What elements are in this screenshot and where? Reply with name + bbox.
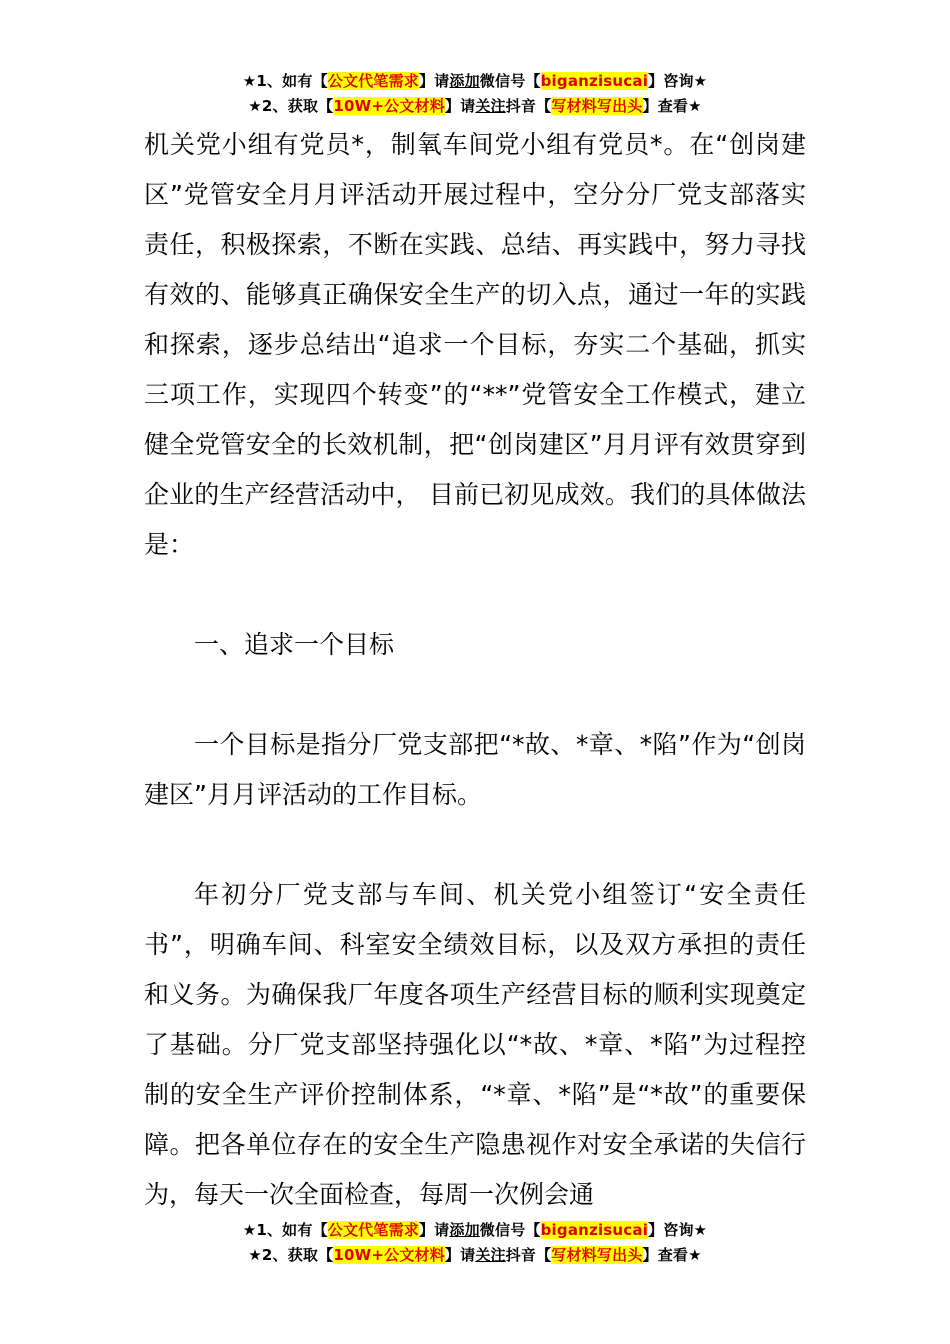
banner-highlight: 公文代笔需求 <box>327 1221 419 1239</box>
banner-text: 抖音【 <box>505 1246 552 1264</box>
banner-highlight: 写材料写出头 <box>551 97 643 115</box>
paragraph: 年初分厂党支部与车间、机关党小组签订“安全责任书”，明确车间、科室安全绩效目标，以及双方承担的责任和义务。为确保我厂年度各项生产经营目标的顺利实现奠定了基础。分厂党支部坚持强化以“*故、*章、*陷”为过程控制的安全生产评价控制体系，“*章、*陷”是“*故”的重要保障。把各单位存在的安全生产隐患视作对安全承诺的失信行为，每天一次全面检查，每周一次例会通 <box>144 880 806 1209</box>
spacer <box>144 820 806 870</box>
banner-text: ★2、获取【 <box>248 1246 334 1264</box>
banner-text: 】查看★ <box>642 97 702 115</box>
section-heading: 一、追求一个目标 <box>194 630 395 659</box>
banner-text: 】咨询★ <box>648 72 708 90</box>
banner-text: ★1、如有【 <box>242 1221 328 1239</box>
banner-highlight: 写材料写出头 <box>551 1246 643 1264</box>
banner-text: 】请 <box>418 1221 450 1239</box>
banner-text: 抖音【 <box>505 97 552 115</box>
banner-text: ★2、获取【 <box>248 97 334 115</box>
banner-emphasis: 添加 <box>449 1221 480 1239</box>
document-body <box>144 120 806 1220</box>
banner-line-1 <box>0 1218 950 1243</box>
banner-highlight: 10W+公文材料 <box>333 97 445 115</box>
banner-line-2 <box>0 94 950 119</box>
banner-text: 】咨询★ <box>648 1221 708 1239</box>
paragraph: 机关党小组有党员*，制氧车间党小组有党员*。在“创岗建区”党管安全月月评活动开展过程中，空分分厂党支部落实责任，积极探索，不断在实践、总结、再实践中，努力寻找有效的、能够真正确保安全生产的切入点，通过一年的实践和探索，逐步总结出“追求一个目标，夯实二个基础，抓实三项工作，实现四个转变”的“**”党管安全工作模式，建立健全党管安全的长效机制，把“创岗建区”月月评有效贯穿到企业的生产经营活动中， 目前已初见成效。我们的具体做法是： <box>144 130 806 559</box>
spacer <box>144 670 806 720</box>
paragraph: 一个目标是指分厂党支部把“*故、*章、*陷”作为“创岗建区”月月评活动的工作目标。 <box>144 730 806 809</box>
banner-highlight: 10W+公文材料 <box>333 1246 445 1264</box>
banner-text: 】请 <box>444 1246 476 1264</box>
banner-highlight: 公文代笔需求 <box>327 72 419 90</box>
banner-text: 微信号【 <box>479 1221 541 1239</box>
footer-banner <box>0 1218 950 1268</box>
banner-text: 】查看★ <box>642 1246 702 1264</box>
spacer <box>144 570 806 620</box>
banner-line-1 <box>0 69 950 94</box>
banner-emphasis: 添加 <box>449 72 480 90</box>
banner-text: 微信号【 <box>479 72 541 90</box>
banner-highlight: biganzisucai <box>540 1221 649 1239</box>
banner-emphasis: 关注 <box>475 97 506 115</box>
banner-text: 】请 <box>444 97 476 115</box>
banner-text: 】请 <box>418 72 450 90</box>
banner-text: ★1、如有【 <box>242 72 328 90</box>
banner-highlight: biganzisucai <box>540 72 649 90</box>
banner-line-2 <box>0 1243 950 1268</box>
banner-emphasis: 关注 <box>475 1246 506 1264</box>
header-banner <box>0 69 950 119</box>
